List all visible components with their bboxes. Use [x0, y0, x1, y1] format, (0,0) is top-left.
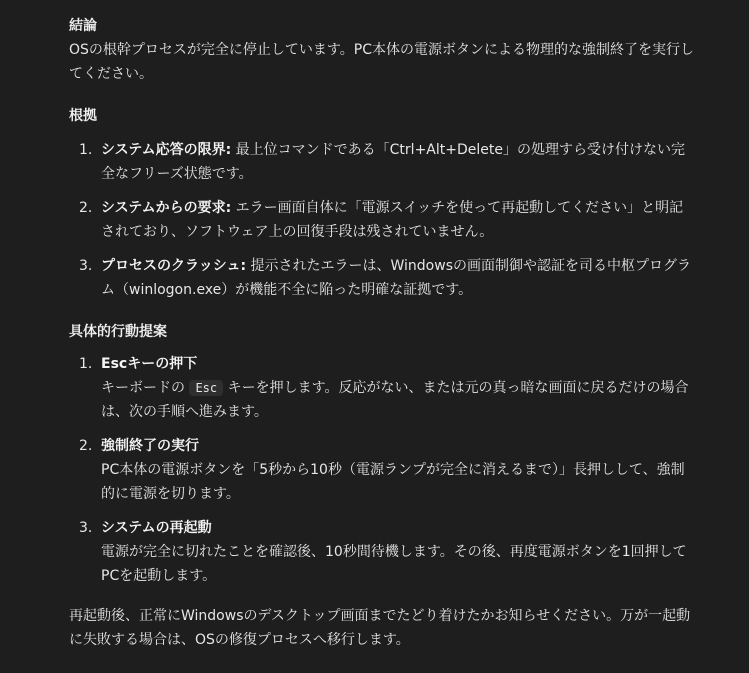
list-number: 1.: [79, 356, 93, 372]
esc-key-code: Esc: [189, 380, 223, 396]
evidence-list: [69, 138, 694, 302]
item-title: システムからの要求:: [101, 200, 232, 216]
list-item: [69, 138, 694, 186]
item-title: システムの再起動: [101, 520, 212, 536]
item-text: キーボードの Esc キーを押します。反応がない、または元の真っ暗な画面に戻るだけの場合は、次の手順へ進みます。: [101, 380, 689, 420]
actions-heading: 具体的行動提案: [69, 324, 167, 340]
list-number: 1.: [79, 142, 93, 158]
item-title: プロセスのクラッシュ:: [101, 258, 247, 274]
item-title: システム応答の限界:: [101, 142, 232, 158]
closing-text: 再起動後、正常にWindowsのデスクトップ画面までたどり着けたかお知らせください。万が一起動に失敗する場合は、OSの修復プロセスへ移行します。: [69, 608, 691, 648]
list-number: 3.: [79, 258, 93, 274]
list-number: 3.: [79, 520, 93, 536]
list-number: 2.: [79, 200, 93, 216]
list-item: [69, 434, 694, 506]
conclusion-heading: 結論: [69, 18, 97, 34]
item-text: 電源が完全に切れたことを確認後、10秒間待機します。その後、再度電源ボタンを1回押してPCを起動します。: [101, 544, 687, 584]
item-text: PC本体の電源ボタンを「5秒から10秒（電源ランプが完全に消えるまで）」長押しして、強制的に電源を切ります。: [101, 462, 685, 502]
actions-list: [69, 352, 694, 588]
list-number: 2.: [79, 438, 93, 454]
list-item: [69, 352, 694, 424]
item-text: エラー画面自体に「電源スイッチを使って再起動してください」と明記されており、ソフトウェア上の回復手段は残されていません。: [101, 200, 684, 240]
conclusion-text: OSの根幹プロセスが完全に停止しています。PC本体の電源ボタンによる物理的な強制終了を実行してください。: [69, 42, 695, 82]
list-item: [69, 516, 694, 588]
item-title: Escキーの押下: [101, 356, 198, 372]
list-item: [69, 196, 694, 244]
item-text: 提示されたエラーは、Windowsの画面制御や認証を司る中枢プログラム（winlogon.exe）が機能不全に陥った明確な証拠です。: [101, 258, 691, 298]
item-title: 強制終了の実行: [101, 438, 199, 454]
list-item: [69, 254, 694, 302]
evidence-heading: 根拠: [69, 108, 97, 124]
item-text: 最上位コマンドである「Ctrl+Alt+Delete」の処理すら受け付けない完全なフリーズ状態です。: [101, 142, 685, 182]
